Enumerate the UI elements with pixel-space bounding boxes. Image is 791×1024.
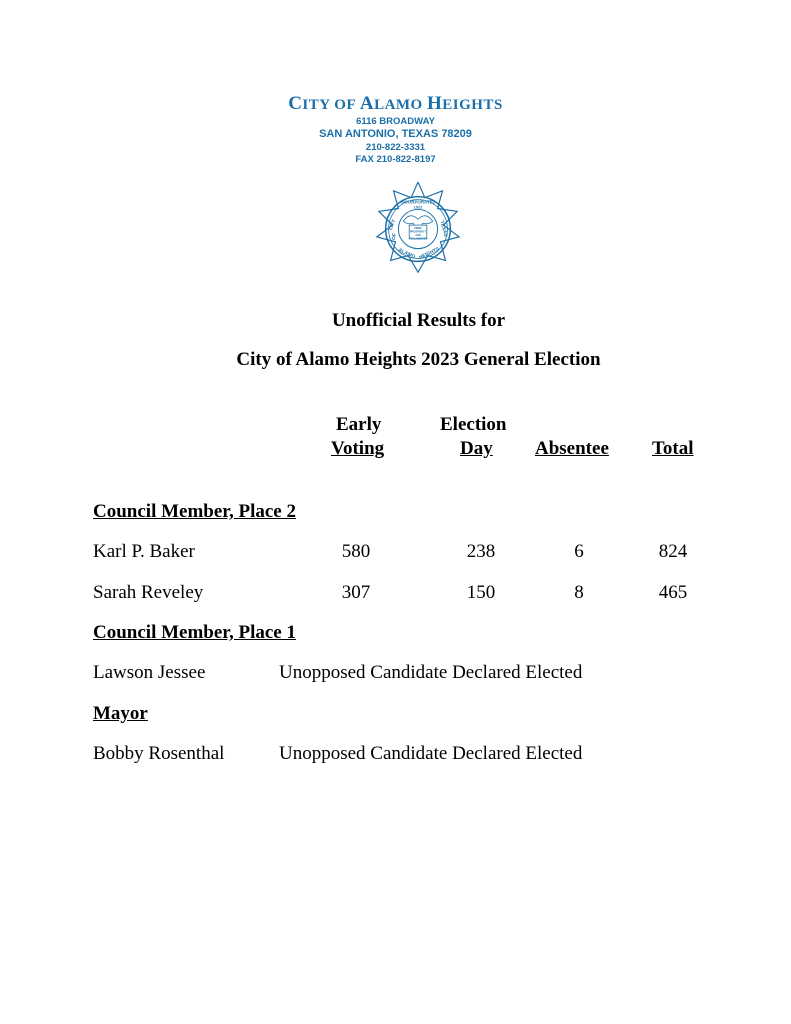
early-voting-count: 580 (341, 541, 371, 562)
race-heading-mayor: Mayor (93, 703, 148, 724)
fax-number: FAX 210-822-8197 (355, 154, 436, 165)
race-heading-place-1: Council Member, Place 1 (93, 622, 296, 643)
total-count: 824 (658, 541, 688, 562)
candidate-name: Bobby Rosenthal (93, 743, 225, 764)
candidate-name: Lawson Jessee (93, 662, 206, 683)
total-count: 465 (658, 582, 688, 603)
early-voting-count: 307 (341, 582, 371, 603)
race-heading-place-2: Council Member, Place 2 (93, 501, 296, 522)
seal-motto-3: AND (415, 233, 421, 237)
column-absentee: Absentee (535, 438, 609, 459)
phone-number: 210-822-3331 (365, 142, 426, 153)
candidate-name: Sarah Reveley (93, 582, 204, 603)
column-early-line2: Voting (331, 438, 385, 459)
candidate-status-note: Unopposed Candidate Declared Elected (279, 662, 583, 683)
candidate-name: Karl P. Baker (93, 541, 195, 562)
seal-top-text: INCORPORATED (400, 199, 436, 205)
city-name-heading: CITY OF ALAMO HEIGHTS (288, 93, 503, 114)
seal-left-word2: OF (391, 233, 399, 241)
candidate-status-note: Unopposed Candidate Declared Elected (279, 743, 583, 764)
city-state-zip: SAN ANTONIO, TEXAS 78209 (319, 128, 472, 140)
street-address: 6116 BROADWAY (356, 116, 435, 127)
column-early-line1: Early (336, 414, 382, 435)
seal-motto-2: PROSPERITY (409, 230, 427, 234)
results-title: Unofficial Results for (331, 310, 506, 331)
seal-motto-1: PRIDE (414, 227, 422, 231)
seal-left-word1: CITY (388, 218, 398, 232)
election-day-count: 238 (466, 541, 496, 562)
seal-year: 1922 (413, 204, 423, 210)
column-election-day-line2: Day (460, 438, 493, 459)
seal-motto-4: FELLOWSHIP (409, 237, 427, 241)
election-title: City of Alamo Heights 2023 General Election (236, 349, 601, 370)
election-day-count: 150 (466, 582, 496, 603)
column-total: Total (652, 438, 694, 459)
absentee-count: 8 (574, 582, 584, 603)
seal-bottom-word2: HEIGHTS (418, 247, 441, 261)
city-seal-logo (369, 182, 467, 280)
absentee-count: 6 (574, 541, 584, 562)
column-election-day-line1: Election (440, 414, 507, 435)
seal-bottom-word1: ALAMO (397, 248, 416, 261)
seal-right-word: TEXAS (438, 220, 448, 238)
